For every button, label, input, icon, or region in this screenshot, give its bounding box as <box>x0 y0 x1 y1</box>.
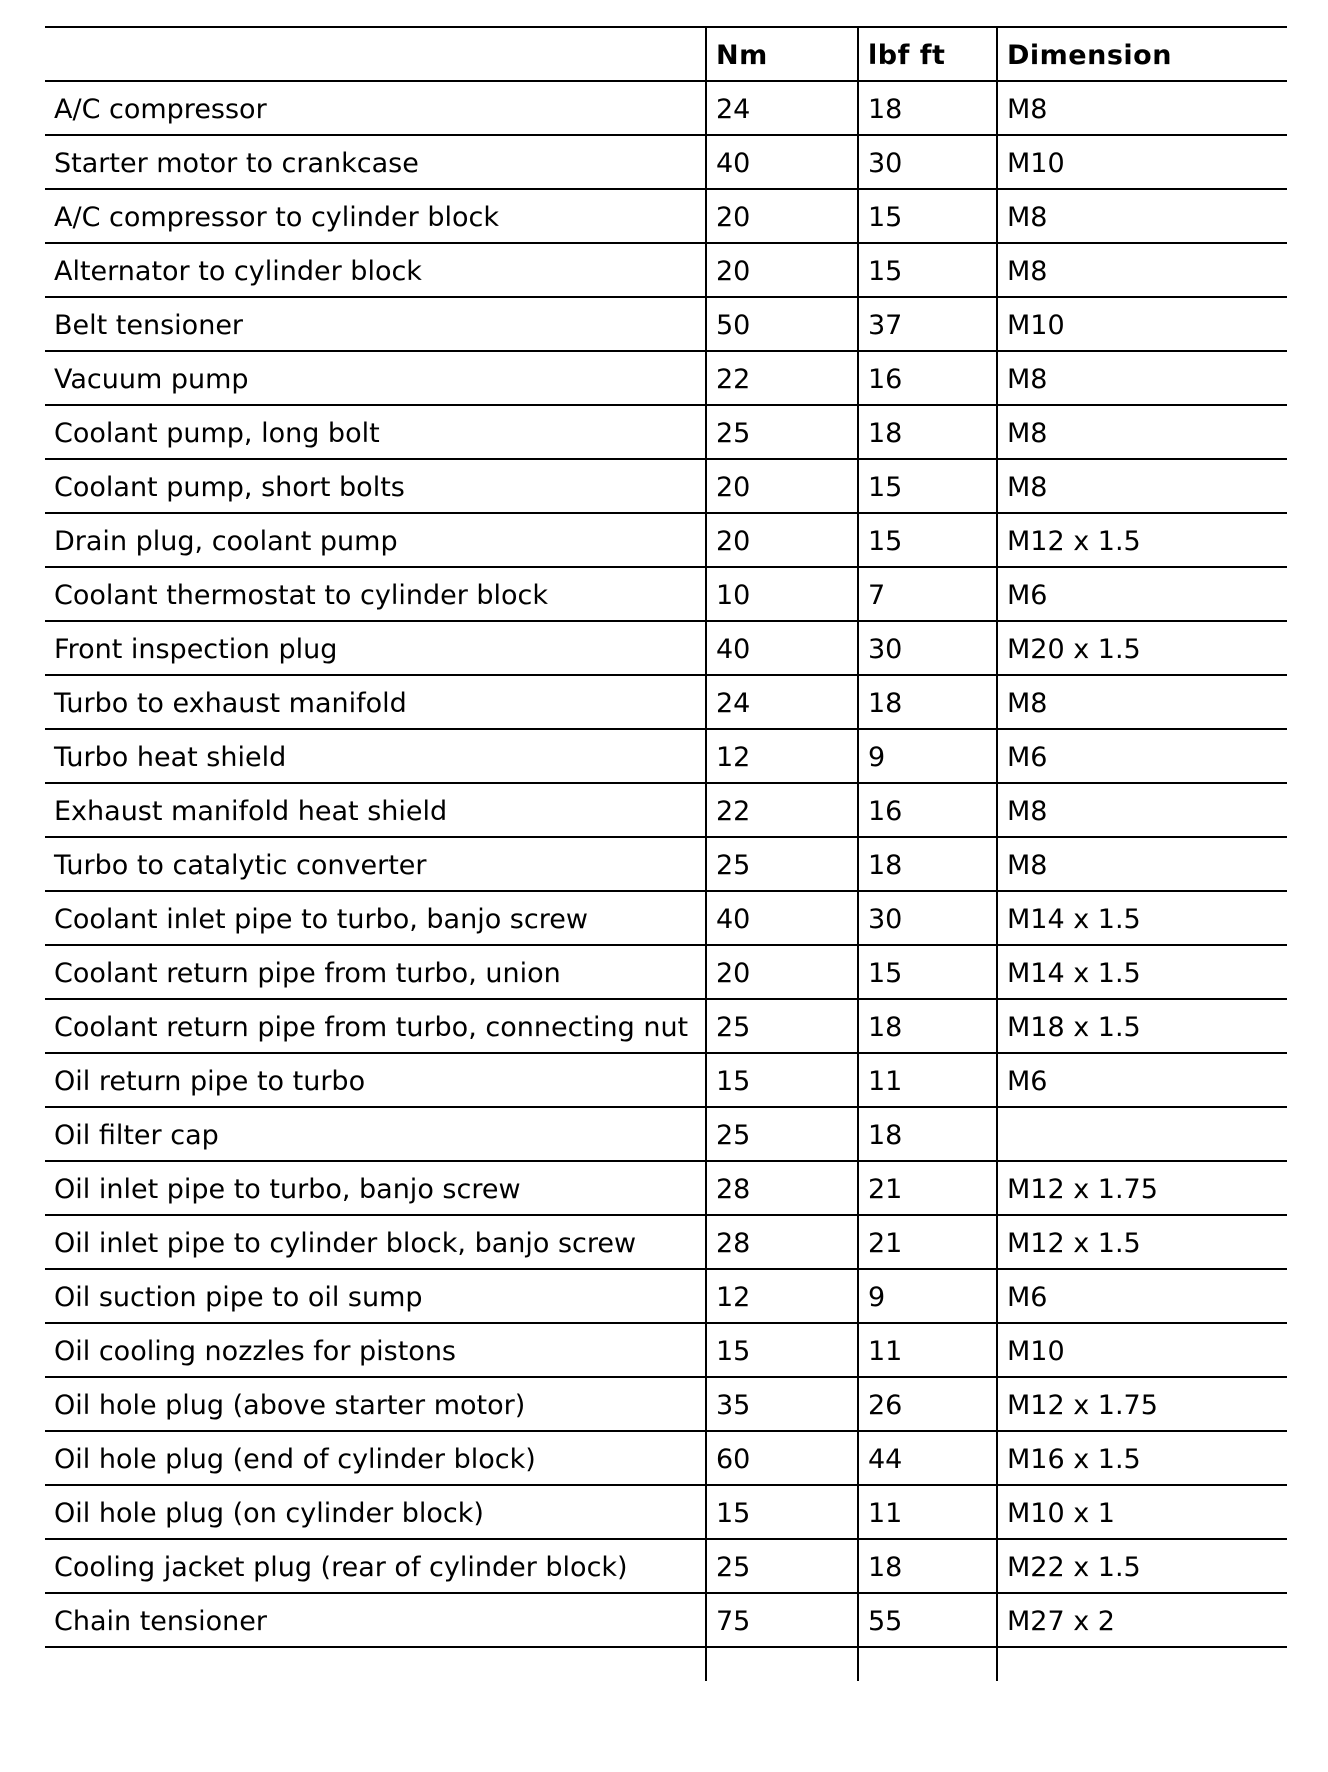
dimension-cell: M10 <box>997 1323 1287 1377</box>
nm-cell: 40 <box>706 891 858 945</box>
dimension-cell: M10 <box>997 135 1287 189</box>
table-row <box>45 1377 1287 1431</box>
dimension-cell: M14 x 1.5 <box>997 945 1287 999</box>
dimension-cell: M8 <box>997 459 1287 513</box>
nm-cell: 24 <box>706 81 858 135</box>
dimension-cell: M6 <box>997 729 1287 783</box>
dimension-cell: M12 x 1.75 <box>997 1161 1287 1215</box>
component-cell: Oil return pipe to turbo <box>45 1053 706 1107</box>
lbf-ft-cell: 30 <box>858 891 997 945</box>
table-row <box>45 783 1287 837</box>
dimension-cell: M14 x 1.5 <box>997 891 1287 945</box>
table-row <box>45 1107 1287 1161</box>
table-row <box>45 945 1287 999</box>
table-row <box>45 1269 1287 1323</box>
lbf-ft-cell: 18 <box>858 81 997 135</box>
dimension-cell: M10 <box>997 297 1287 351</box>
table-row <box>45 243 1287 297</box>
dimension-cell: M20 x 1.5 <box>997 621 1287 675</box>
lbf-ft-cell: 15 <box>858 243 997 297</box>
component-cell: Oil hole plug (above starter motor) <box>45 1377 706 1431</box>
lbf-ft-cell: 18 <box>858 675 997 729</box>
lbf-ft-cell: 18 <box>858 1107 997 1161</box>
table-row <box>45 405 1287 459</box>
nm-cell: 15 <box>706 1485 858 1539</box>
dimension-cell: M8 <box>997 675 1287 729</box>
component-cell: Turbo to exhaust manifold <box>45 675 706 729</box>
table-row <box>45 675 1287 729</box>
torque-spec-table <box>45 26 1287 1681</box>
header-lbf-ft: lbf ft <box>858 27 997 81</box>
nm-cell: 20 <box>706 513 858 567</box>
table-row <box>45 891 1287 945</box>
dimension-cell: M27 x 2 <box>997 1593 1287 1647</box>
component-cell: Coolant return pipe from turbo, connecting nut <box>45 999 706 1053</box>
component-cell: Cooling jacket plug (rear of cylinder block) <box>45 1539 706 1593</box>
dimension-cell: M10 x 1 <box>997 1485 1287 1539</box>
header-nm: Nm <box>706 27 858 81</box>
lbf-ft-cell: 11 <box>858 1053 997 1107</box>
lbf-ft-cell: 30 <box>858 621 997 675</box>
lbf-ft-cell: 11 <box>858 1323 997 1377</box>
lbf-ft-cell: 9 <box>858 1269 997 1323</box>
component-cell: Oil inlet pipe to cylinder block, banjo screw <box>45 1215 706 1269</box>
component-cell: Coolant inlet pipe to turbo, banjo screw <box>45 891 706 945</box>
table-body <box>45 81 1287 1681</box>
component-cell: Alternator to cylinder block <box>45 243 706 297</box>
nm-cell: 75 <box>706 1593 858 1647</box>
dimension-cell: M22 x 1.5 <box>997 1539 1287 1593</box>
component-cell: Turbo heat shield <box>45 729 706 783</box>
dimension-cell: M8 <box>997 81 1287 135</box>
nm-cell: 25 <box>706 1539 858 1593</box>
header-component <box>45 27 706 81</box>
dimension-cell: M12 x 1.5 <box>997 513 1287 567</box>
table-spacer-row <box>45 1647 1287 1681</box>
table-row <box>45 513 1287 567</box>
nm-cell: 24 <box>706 675 858 729</box>
component-cell: Oil inlet pipe to turbo, banjo screw <box>45 1161 706 1215</box>
lbf-ft-cell: 37 <box>858 297 997 351</box>
lbf-ft-cell: 30 <box>858 135 997 189</box>
table-row <box>45 1053 1287 1107</box>
nm-cell: 50 <box>706 297 858 351</box>
lbf-ft-cell: 15 <box>858 513 997 567</box>
dimension-cell: M8 <box>997 837 1287 891</box>
table-row <box>45 729 1287 783</box>
nm-cell: 10 <box>706 567 858 621</box>
nm-cell: 28 <box>706 1161 858 1215</box>
lbf-ft-cell: 9 <box>858 729 997 783</box>
lbf-ft-cell: 55 <box>858 1593 997 1647</box>
nm-cell: 20 <box>706 243 858 297</box>
header-row <box>45 27 1287 81</box>
dimension-cell: M8 <box>997 351 1287 405</box>
table-row <box>45 189 1287 243</box>
component-cell: Belt tensioner <box>45 297 706 351</box>
lbf-ft-cell: 7 <box>858 567 997 621</box>
lbf-ft-cell: 15 <box>858 945 997 999</box>
component-cell: Drain plug, coolant pump <box>45 513 706 567</box>
nm-cell: 40 <box>706 621 858 675</box>
component-cell: Coolant thermostat to cylinder block <box>45 567 706 621</box>
lbf-ft-cell: 18 <box>858 1539 997 1593</box>
component-cell: Coolant return pipe from turbo, union <box>45 945 706 999</box>
nm-cell: 20 <box>706 945 858 999</box>
component-cell: A/C compressor to cylinder block <box>45 189 706 243</box>
table-row <box>45 1431 1287 1485</box>
nm-cell: 22 <box>706 783 858 837</box>
nm-cell: 60 <box>706 1431 858 1485</box>
component-cell: A/C compressor <box>45 81 706 135</box>
component-cell: Chain tensioner <box>45 1593 706 1647</box>
lbf-ft-cell: 18 <box>858 405 997 459</box>
component-cell: Oil hole plug (on cylinder block) <box>45 1485 706 1539</box>
table-row <box>45 1323 1287 1377</box>
lbf-ft-cell: 21 <box>858 1215 997 1269</box>
component-cell: Front inspection plug <box>45 621 706 675</box>
dimension-cell: M6 <box>997 567 1287 621</box>
table-row <box>45 351 1287 405</box>
lbf-ft-cell: 11 <box>858 1485 997 1539</box>
component-cell: Oil cooling nozzles for pistons <box>45 1323 706 1377</box>
lbf-ft-cell: 16 <box>858 351 997 405</box>
component-cell: Oil hole plug (end of cylinder block) <box>45 1431 706 1485</box>
table-row <box>45 1161 1287 1215</box>
nm-cell: 35 <box>706 1377 858 1431</box>
lbf-ft-cell: 44 <box>858 1431 997 1485</box>
nm-cell: 15 <box>706 1053 858 1107</box>
nm-cell: 15 <box>706 1323 858 1377</box>
lbf-ft-cell: 21 <box>858 1161 997 1215</box>
table-row <box>45 837 1287 891</box>
dimension-cell: M8 <box>997 189 1287 243</box>
table-row <box>45 999 1287 1053</box>
dimension-cell: M8 <box>997 405 1287 459</box>
component-cell: Oil suction pipe to oil sump <box>45 1269 706 1323</box>
dimension-cell <box>997 1107 1287 1161</box>
lbf-ft-cell: 15 <box>858 459 997 513</box>
nm-cell: 25 <box>706 405 858 459</box>
table-row <box>45 81 1287 135</box>
nm-cell: 12 <box>706 729 858 783</box>
dimension-cell: M12 x 1.5 <box>997 1215 1287 1269</box>
lbf-ft-cell: 18 <box>858 999 997 1053</box>
header-dimension: Dimension <box>997 27 1287 81</box>
nm-cell: 40 <box>706 135 858 189</box>
nm-cell: 25 <box>706 837 858 891</box>
component-cell: Coolant pump, short bolts <box>45 459 706 513</box>
dimension-cell: M16 x 1.5 <box>997 1431 1287 1485</box>
lbf-ft-cell: 15 <box>858 189 997 243</box>
nm-cell: 25 <box>706 1107 858 1161</box>
table-row <box>45 297 1287 351</box>
nm-cell: 12 <box>706 1269 858 1323</box>
component-cell: Vacuum pump <box>45 351 706 405</box>
component-cell: Coolant pump, long bolt <box>45 405 706 459</box>
table-row <box>45 1593 1287 1647</box>
table-row <box>45 1539 1287 1593</box>
lbf-ft-cell: 18 <box>858 837 997 891</box>
lbf-ft-cell: 16 <box>858 783 997 837</box>
table-row <box>45 135 1287 189</box>
empty-cell <box>997 1647 1287 1681</box>
dimension-cell: M6 <box>997 1269 1287 1323</box>
nm-cell: 22 <box>706 351 858 405</box>
component-cell: Starter motor to crankcase <box>45 135 706 189</box>
dimension-cell: M8 <box>997 783 1287 837</box>
nm-cell: 25 <box>706 999 858 1053</box>
nm-cell: 20 <box>706 459 858 513</box>
table-row <box>45 459 1287 513</box>
empty-cell <box>706 1647 858 1681</box>
component-cell: Turbo to catalytic converter <box>45 837 706 891</box>
dimension-cell: M18 x 1.5 <box>997 999 1287 1053</box>
dimension-cell: M6 <box>997 1053 1287 1107</box>
table-row <box>45 1215 1287 1269</box>
table-row <box>45 1485 1287 1539</box>
empty-cell <box>45 1647 706 1681</box>
table-row <box>45 567 1287 621</box>
dimension-cell: M12 x 1.75 <box>997 1377 1287 1431</box>
component-cell: Oil filter cap <box>45 1107 706 1161</box>
component-cell: Exhaust manifold heat shield <box>45 783 706 837</box>
table-row <box>45 621 1287 675</box>
dimension-cell: M8 <box>997 243 1287 297</box>
nm-cell: 20 <box>706 189 858 243</box>
nm-cell: 28 <box>706 1215 858 1269</box>
empty-cell <box>858 1647 997 1681</box>
lbf-ft-cell: 26 <box>858 1377 997 1431</box>
